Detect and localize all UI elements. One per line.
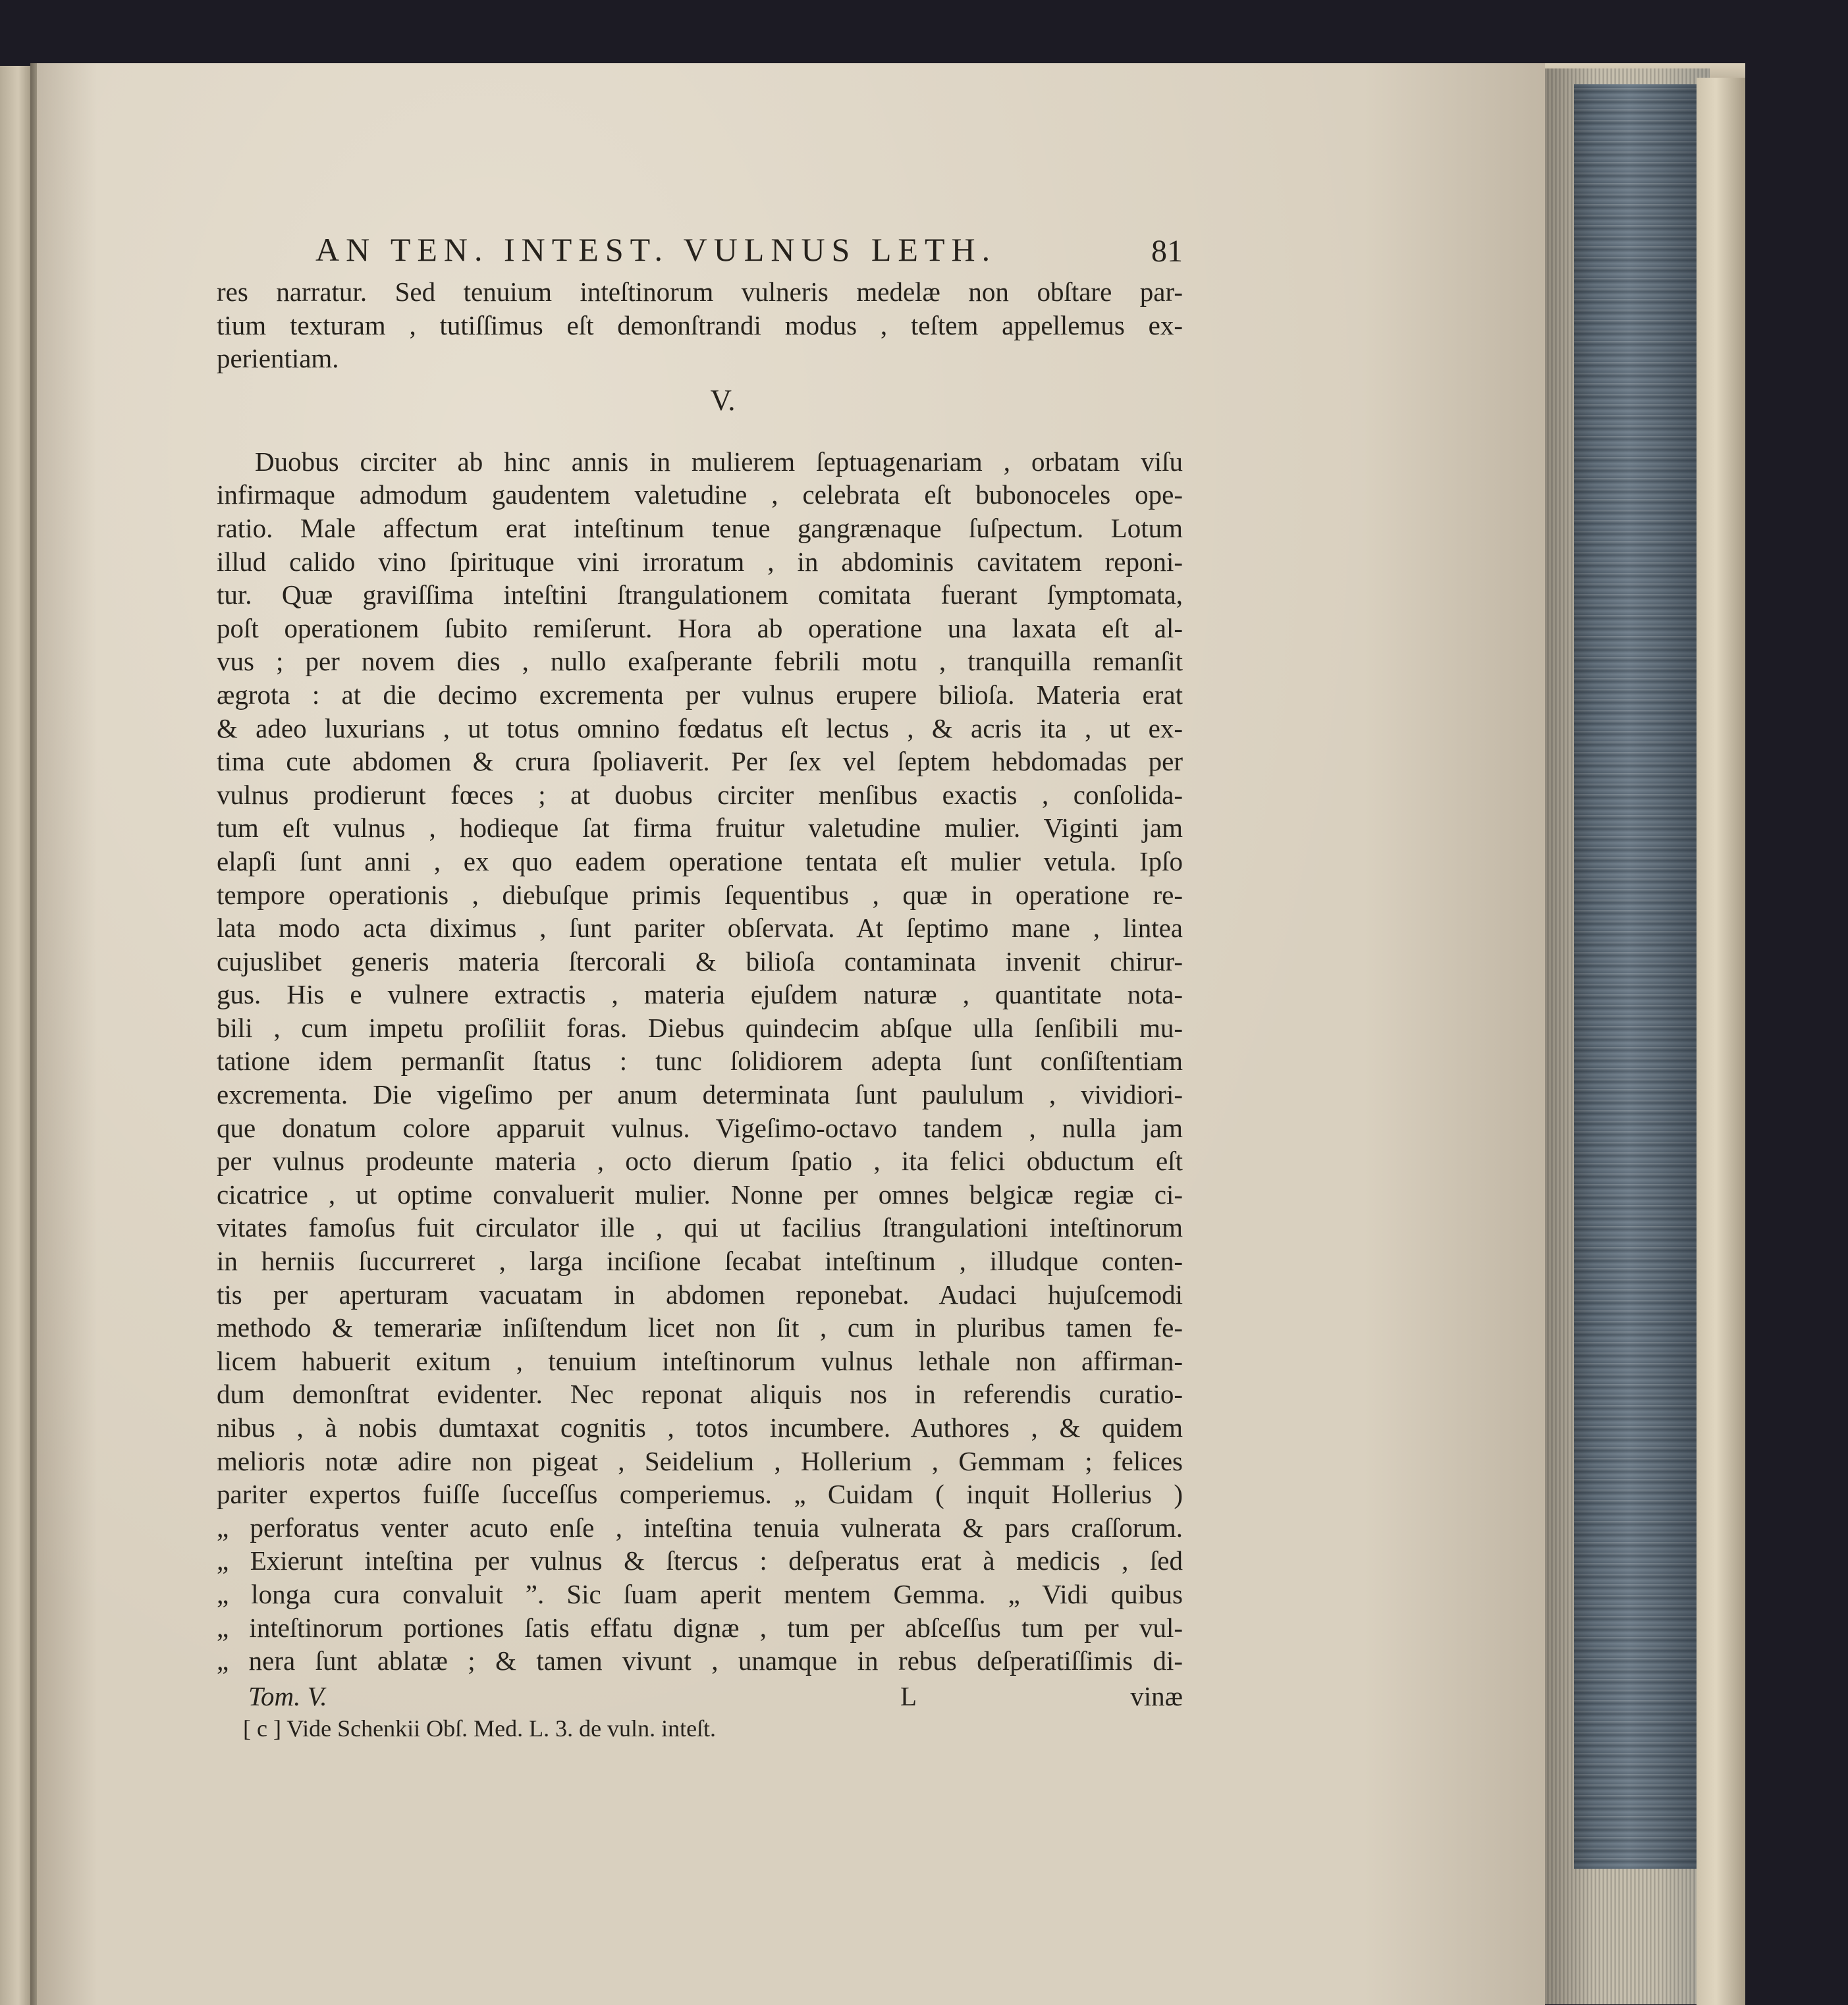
signature-line <box>217 1679 1183 1713</box>
text-line: & adeo luxurians , ut totus omnino fœdatus eſt lectus , & acris ita , ut ex- <box>217 712 1183 743</box>
text-line: „ longa cura convaluit ”. Sic ſuam aperit mentem Gemma. „ Vidi quibus <box>217 1578 1183 1609</box>
text-line: cujuslibet generis materia ſtercorali & bilioſa contaminata invenit chirur- <box>217 946 1183 976</box>
text-line: que donatum colore apparuit vulnus. Vigeſimo-octavo tandem , nulla jam <box>217 1112 1183 1143</box>
text-line: ratio. Male affectum erat inteſtinum tenue gangrænaque ſuſpectum. Lotum <box>217 512 1183 543</box>
catchword: vinæ <box>1130 1680 1183 1711</box>
text-line: Duobus circiter ab hinc annis in mulierem ſeptuagenariam , orbatam viſu <box>255 446 1183 477</box>
text-line: perientiam. <box>217 343 339 374</box>
text-line: tis per aperturam vacuatam in abdomen reponebat. Audaci hujuſcemodi <box>217 1279 1183 1310</box>
text-line: vus ; per novem dies , nullo exaſperante febrili motu , tranquilla remanſit <box>217 646 1183 677</box>
text-line: cicatrice , ut optime convaluerit mulier. Nonne per omnes belgicæ regiæ ci- <box>217 1179 1183 1210</box>
text-line: per vulnus prodeunte materia , octo dierum ſpatio , ita felici obductum eſt <box>217 1146 1183 1177</box>
text-line: „ nera ſunt ablatæ ; & tamen vivunt , unamque in rebus deſperatiſſimis di- <box>217 1645 1183 1676</box>
page-number: 81 <box>1151 234 1183 269</box>
text-line: „ Exierunt inteſtina per vulnus & ſtercus : deſperatus erat à medicis , ſed <box>217 1545 1183 1576</box>
gathering-signature: L <box>900 1680 917 1711</box>
text-line: excrementa. Die vigeſimo per anum determinata ſunt paululum , vividiori- <box>217 1079 1183 1110</box>
text-line: poſt operationem ſubito remiſerunt. Hora ab operatione una laxata eſt al- <box>217 612 1183 643</box>
text-line: „ perforatus venter acuto enſe , inteſtina tenuia vulnerata & pars craſſorum. <box>217 1512 1183 1543</box>
text-line: tium texturam , tutiſſimus eſt demonſtrandi modus , teſtem appellemus ex- <box>217 309 1183 340</box>
text-line: bili , cum impetu proſiliit foras. Diebus quindecim abſque ulla ſenſibili mu- <box>217 1012 1183 1043</box>
book-page <box>37 63 1545 2005</box>
text-line: vitates famoſus fuit circulator ille , qui ut facilius ſtrangulationi inteſtinorum <box>217 1212 1183 1243</box>
text-line: elapſi ſunt anni , ex quo eadem operatione tentata eſt mulier vetula. Ipſo <box>217 845 1183 876</box>
text-line: tatione idem permanſit ſtatus : tunc ſolidiorem adepta ſunt conſiſtentiam <box>217 1046 1183 1077</box>
text-line: melioris notæ adire non pigeat , Seidelium , Hollerium , Gemmam ; felices <box>217 1445 1183 1476</box>
text-line: pariter expertos fuiſſe ſucceſſus comperiemus. „ Cuidam ( inquit Hollerius ) <box>217 1479 1183 1510</box>
volume-signature: Tom. V. <box>248 1680 327 1711</box>
text-line: methodo & temerariæ inſiſtendum licet non ſit , cum in pluribus tamen fe- <box>217 1312 1183 1343</box>
text-line: vulnus prodierunt fœces ; at duobus circiter menſibus exactis , conſolida- <box>217 779 1183 810</box>
footnote: [ c ] Vide Schenkii Obſ. Med. L. 3. de vuln. inteſt. <box>243 1715 717 1742</box>
text-line: ægrota : at die decimo excrementa per vulnus erupere bilioſa. Materia erat <box>217 679 1183 710</box>
text-line: res narratur. Sed tenuium inteſtinorum vulneris medelæ non obſtare par- <box>217 277 1183 307</box>
body-text <box>217 275 1183 1744</box>
book-cover-board <box>1697 78 1745 2005</box>
page-header <box>217 228 1183 274</box>
text-line: „ inteſtinorum portiones ſatis effatu dignæ , tum per abſceſſus tum per vul- <box>217 1612 1183 1643</box>
text-line: nibus , à nobis dumtaxat cognitis , totos incumbere. Authores , & quidem <box>217 1412 1183 1443</box>
text-line: lata modo acta diximus , ſunt pariter obſervata. At ſeptimo mane , lintea <box>217 913 1183 944</box>
text-line: gus. His e vulnere extractis , materia ejuſdem naturæ , quantitate nota- <box>217 979 1183 1010</box>
text-line: tima cute abdomen & crura ſpoliaverit. Per ſex vel ſeptem hebdomadas per <box>217 746 1183 777</box>
text-line: in herniis ſuccurreret , larga inciſione ſecabat inteſtinum , illudque conten- <box>217 1246 1183 1277</box>
text-line: tur. Quæ graviſſima inteſtini ſtrangulationem comitata fuerant ſymptomata, <box>217 579 1183 610</box>
section-numeral: V. <box>710 383 736 417</box>
text-line: dum demonſtrat evidenter. Nec reponat aliquis nos in referendis curatio- <box>217 1379 1183 1410</box>
left-page-edge <box>0 66 30 2005</box>
text-line: tempore operationis , diebuſque primis ſequentibus , quæ in operatione re- <box>217 879 1183 910</box>
text-line: infirmaque admodum gaudentem valetudine , celebrata eſt bubonoceles ope- <box>217 479 1183 510</box>
running-head: AN TEN. INTEST. VULNUS LETH. <box>315 231 997 268</box>
text-line: licem habuerit exitum , tenuium inteſtinorum vulnus lethale non affirman- <box>217 1345 1183 1376</box>
text-line: illud calido vino ſpirituque vini irroratum , in abdominis cavitatem reponi- <box>217 546 1183 577</box>
text-line: tum eſt vulnus , hodieque ſat firma fruitur valetudine mulier. Viginti jam <box>217 813 1183 843</box>
fore-edge-shading <box>1545 68 1710 2004</box>
